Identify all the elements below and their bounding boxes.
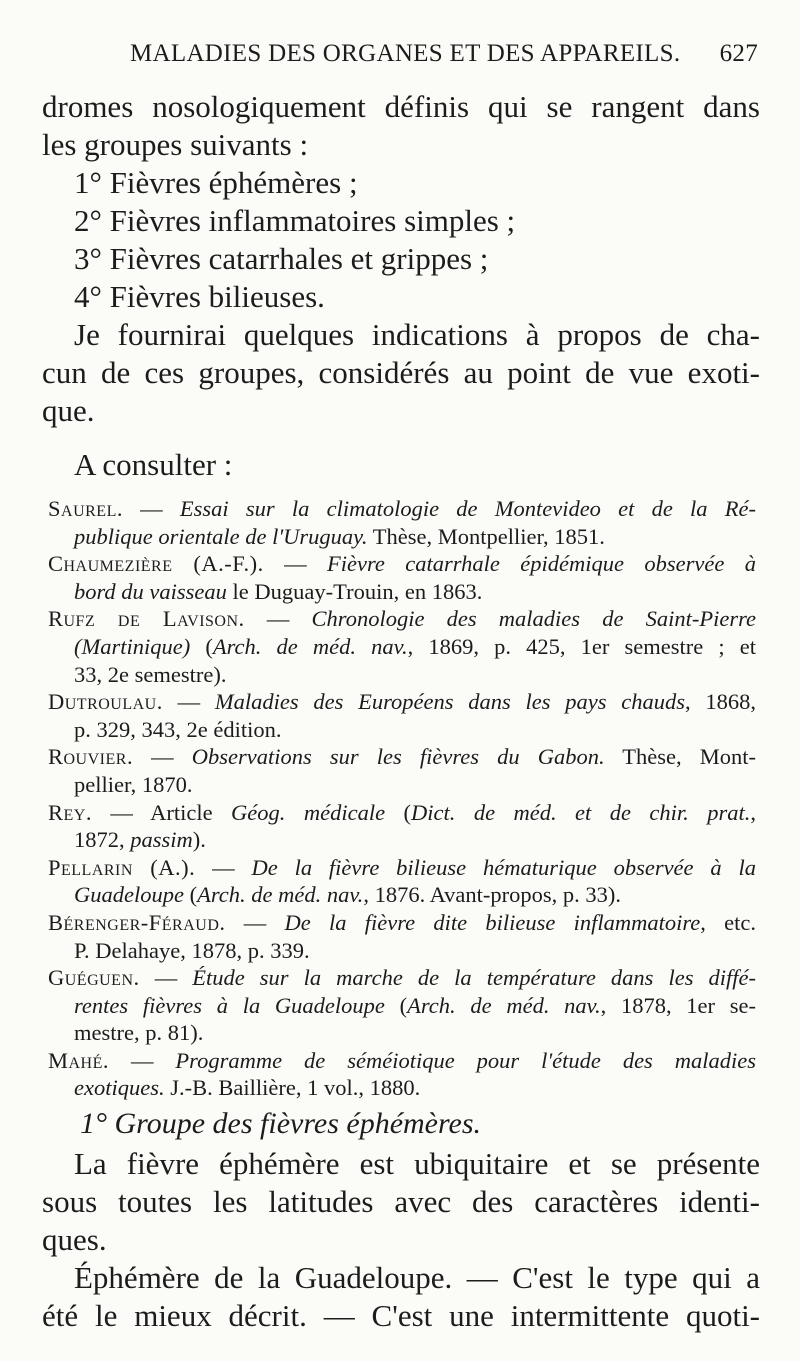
ref-author: Rouvier.: [48, 744, 134, 770]
text-line: sous toutes les latitudes avec des caractères identi-: [42, 1184, 760, 1219]
ref-author: Saurel.: [48, 496, 123, 521]
consult-heading: A consulter :: [74, 447, 233, 482]
reference-entry: Saurel. — Essai sur la climatologie de Montevideo et de la Ré- publique orientale de l'Uruguay. Thèse, Montpellier, 1851.: [48, 496, 757, 549]
reference-entry: Bérenger-Féraud. — De la fièvre dite bilieuse inflammatoire, etc. P. Delahaye, 1878, p. 339.: [48, 909, 756, 963]
list-item: 3° Fièvres catarrhales et grippes ;: [74, 241, 489, 276]
section-text: [42, 1145, 760, 1335]
text-line: La fièvre éphémère est ubiquitaire et se présente: [74, 1146, 760, 1181]
reference-entry: Pellarin (A.). — De la fièvre bilieuse hématurique observée à la Guadeloupe (Arch. de méd. nav., 1876. Avant-propos, p. 33).: [48, 854, 756, 908]
list-item: 1° Fièvres éphémères ;: [74, 165, 358, 200]
ref-author: Pellarin (A.).: [48, 854, 196, 880]
ref-author: Rufz de Lavison.: [48, 606, 245, 632]
ref-author: Bérenger-Féraud.: [48, 909, 226, 935]
ref-author: Dutroulau.: [48, 689, 163, 715]
section-heading: 1° Groupe des fièvres éphémères.: [80, 1107, 482, 1140]
reference-entry: Rey. — Article Géog. médicale (Dict. de méd. et de chir. prat., 1872, passim).: [48, 799, 756, 853]
reference-entry: Guéguen. — Étude sur la marche de la température dans les diffé- rentes fièvres à la Guadeloupe (Arch. de méd. nav., 1878, 1er se- mestre, p. 81).: [48, 965, 757, 1046]
text-line: cun de ces groupes, considérés au point de vue exoti-: [42, 355, 760, 390]
text-line: les groupes suivants :: [42, 127, 309, 162]
list-item: 2° Fièvres inflammatoires simples ;: [74, 203, 516, 238]
text-line: Je fournirai quelques indications à propos de cha-: [74, 317, 760, 352]
reference-entry: Mahé. — Programme de séméiotique pour l'étude des maladies exotiques. J.-B. Baillière, 1 vol., 1880.: [48, 1047, 757, 1101]
text-line: que.: [42, 393, 95, 428]
ref-author: Rey.: [48, 799, 92, 825]
list-item: 4° Fièvres bilieuses.: [74, 279, 325, 314]
text-line: ques.: [42, 1222, 107, 1257]
ref-author: Mahé.: [48, 1047, 110, 1073]
reference-entry: Rouvier. — Observations sur les fièvres du Gabon. Thèse, Mont- pellier, 1870.: [48, 744, 756, 797]
reference-list: [48, 495, 756, 1102]
text-line: été le mieux décrit. — C'est une intermittente quoti-: [42, 1298, 760, 1333]
running-header: [130, 40, 758, 68]
running-title: MALADIES DES ORGANES ET DES APPAREILS.: [130, 40, 681, 67]
text-line: dromes nosologiquement définis qui se rangent dans: [42, 89, 760, 124]
reference-entry: Chaumezière (A.-F.). — Fièvre catarrhale épidémique observée à bord du vaisseau le Duguay-Trouin, en 1863.: [48, 551, 757, 604]
reference-entry: Rufz de Lavison. — Chronologie des maladies de Saint-Pierre (Martinique) (Arch. de méd. nav., 1869, p. 425, 1er semestre ; et 33, 2e semestre).: [48, 606, 757, 687]
ref-author: Chaumezière (A.-F.).: [48, 551, 264, 577]
reference-entry: Dutroulau. — Maladies des Européens dans les pays chauds, 1868, p. 329, 343, 2e édition.: [48, 689, 756, 742]
page-number: 627: [719, 40, 758, 67]
text-line: Éphémère de la Guadeloupe. — C'est le type qui a: [74, 1260, 760, 1295]
intro-text: [42, 88, 760, 484]
ref-author: Guéguen.: [48, 965, 140, 991]
